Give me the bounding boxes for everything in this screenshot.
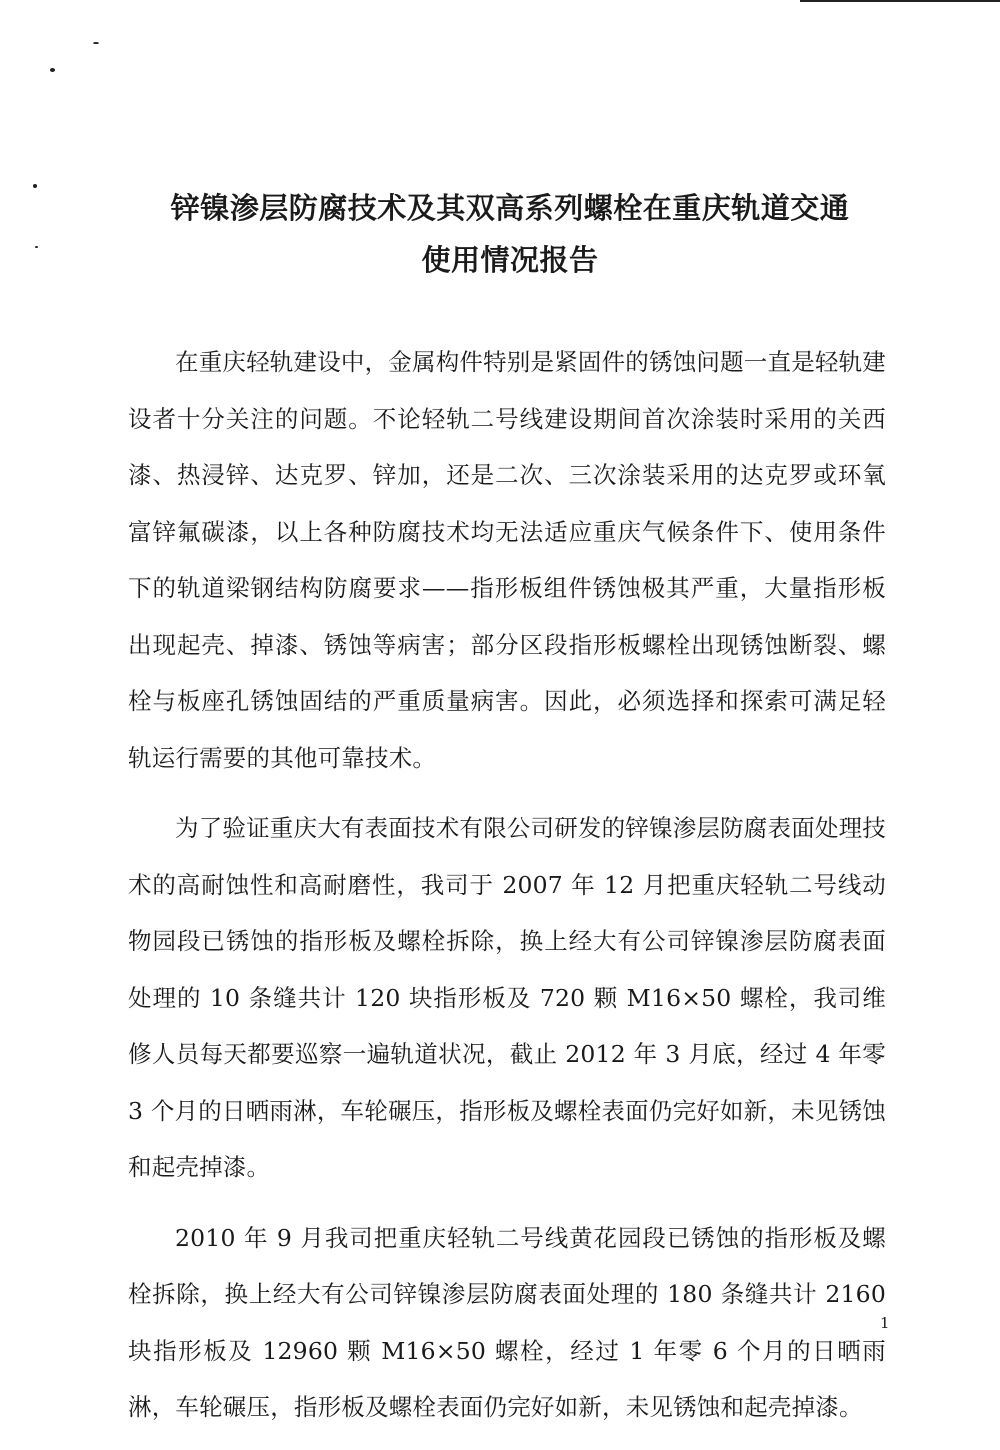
scan-speck bbox=[93, 42, 99, 44]
document-title-line-2: 使用情况报告 bbox=[421, 243, 599, 277]
scan-speck bbox=[33, 184, 37, 188]
scan-edge-line bbox=[800, 0, 1000, 2]
scan-speck bbox=[35, 246, 38, 248]
paragraph-3: 2010 年 9 月我司把重庆轻轨二号线黄花园段已锈蚀的指形板及螺栓拆除，换上经大有公司锌镍渗层防腐表面处理的 180 条缝共计 2160 块指形板及 12960 颗 M16×50 螺栓，经过 1 年零 6 个月的日晒雨淋，车轮碾压，指形板及螺栓表面仍完好如新，未见锈蚀和起壳掉漆。 bbox=[128, 1223, 886, 1421]
document-body bbox=[128, 334, 886, 1450]
paragraph-1: 在重庆轻轨建设中，金属构件特别是紧固件的锈蚀问题一直是轻轨建设者十分关注的问题。不论轻轨二号线建设期间首次涂装时采用的关西漆、热浸锌、达克罗、锌加，还是二次、三次涂装采用的达克罗或环氧富锌氟碳漆，以上各种防腐技术均无法适应重庆气候条件下、使用条件下的轨道梁钢结构防腐要求——指形板组件锈蚀极其严重，大量指形板出现起壳、掉漆、锈蚀等病害；部分区段指形板螺栓出现锈蚀断裂、螺栓与板座孔锈蚀固结的严重质量病害。因此，必须选择和探索可满足轻轨运行需要的其他可靠技术。 bbox=[128, 348, 886, 772]
document-title-line-1: 锌镍渗层防腐技术及其双高系列螺栓在重庆轨道交通 bbox=[170, 191, 850, 225]
page-number: 1 bbox=[880, 1314, 890, 1332]
paragraph-2: 为了验证重庆大有表面技术有限公司研发的锌镍渗层防腐表面处理技术的高耐蚀性和高耐磨性，我司于 2007 年 12 月把重庆轻轨二号线动物园段已锈蚀的指形板及螺栓拆除，换上经大有公司锌镍渗层防腐表面处理的 10 条缝共计 120 块指形板及 720 颗 M16×50 螺栓，我司维修人员每天都要巡察一遍轨道状况，截止 2012 年 3 月底，经过 4 年零 3 个月的日晒雨淋，车轮碾压，指形板及螺栓表面仍完好如新，未见锈蚀和起壳掉漆。 bbox=[128, 814, 886, 1181]
scan-speck bbox=[50, 68, 55, 72]
